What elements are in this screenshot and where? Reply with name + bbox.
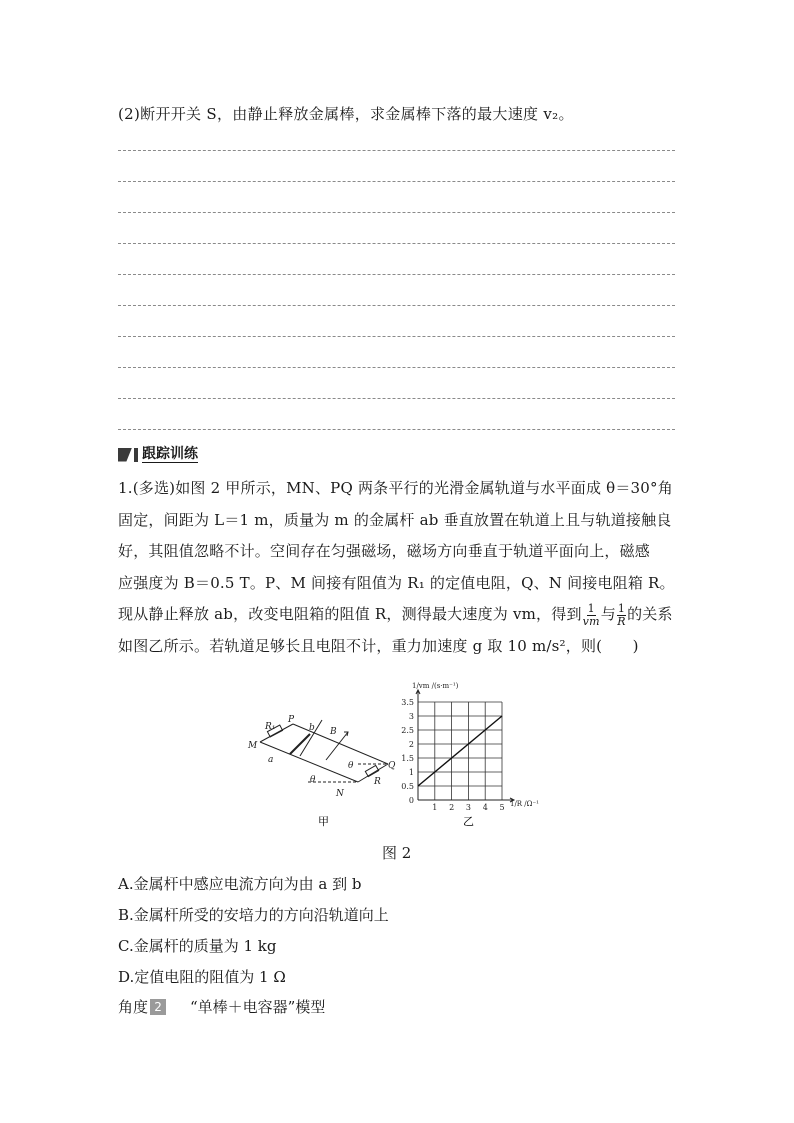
problem-line-2: 固定，间距为 L＝1 m，质量为 m 的金属杆 ab 垂直放置在轨道上且与轨道接触良	[118, 510, 672, 529]
y-tick-label: 3.5	[401, 698, 414, 707]
x-tick-label: 3	[465, 803, 471, 812]
option-a[interactable]: A.金属杆中感应电流方向为由 a 到 b	[118, 875, 362, 893]
answer-line[interactable]	[118, 398, 675, 399]
y-tick-label: 0.5	[401, 782, 414, 791]
label-a: a	[268, 755, 274, 765]
problem-line-5c: 的关系	[627, 605, 673, 623]
label-r: R	[374, 777, 381, 787]
problem-line-5	[118, 599, 678, 631]
frac1-den: vm	[582, 614, 600, 628]
option-c[interactable]: C.金属杆的质量为 1 kg	[118, 937, 277, 955]
answer-line[interactable]	[118, 305, 675, 306]
answer-line[interactable]	[118, 429, 675, 430]
rail-mn	[260, 742, 358, 782]
y-tick-label: 1.5	[401, 754, 414, 763]
figure-svg	[238, 672, 558, 832]
y-tick-label: 2	[408, 740, 414, 749]
problem-line-6: 如图乙所示。若轨道足够长且电阻不计，重力加速度 g 取 10 m/s²，则( )	[118, 636, 639, 655]
answer-line[interactable]	[118, 212, 675, 213]
label-p: P	[288, 715, 295, 725]
label-theta-left: θ	[310, 775, 316, 785]
problem-line-4: 应强度为 B＝0.5 T。P、M 间接有阻值为 R₁ 的定值电阻，Q、N 间接电阻箱 R。	[118, 573, 675, 592]
incline-diagram	[260, 720, 388, 782]
fraction-1-over-vm	[583, 603, 600, 628]
y-axis-label: 1/vm /(s·m⁻¹)	[412, 682, 459, 690]
x-axis-label: 1/R /Ω⁻¹	[510, 800, 539, 808]
label-theta-right: θ	[348, 761, 354, 771]
chart	[401, 682, 539, 812]
x-tick-label: 2	[449, 803, 455, 812]
answer-line[interactable]	[118, 367, 675, 368]
caption-left: 甲	[318, 815, 329, 828]
option-b[interactable]: B.金属杆所受的安培力的方向沿轨道向上	[118, 906, 389, 924]
series-line	[418, 716, 502, 786]
answer-lines	[118, 150, 675, 460]
angle-heading	[118, 996, 325, 1017]
problem-line-3: 好，其阻值忽略不计。空间存在匀强磁场，磁场方向垂直于轨道平面向上，磁感	[118, 542, 651, 560]
label-m: M	[248, 741, 258, 751]
x-tick-label: 5	[499, 803, 505, 812]
angle-prefix: 角度	[118, 998, 149, 1016]
angle-number: 2	[150, 999, 166, 1015]
y-tick-label: 2.5	[401, 726, 414, 735]
answer-line[interactable]	[118, 274, 675, 275]
problem-line-5b: 与	[600, 605, 616, 623]
incline-labels	[247, 715, 396, 799]
x-tick-label: 1	[432, 803, 438, 812]
figure-caption: 图 2	[382, 844, 412, 862]
section-title: 跟踪训练	[142, 446, 198, 462]
answer-line[interactable]	[118, 336, 675, 337]
question-2: (2)断开开关 S，由静止释放金属棒，求金属棒下落的最大速度 v₂。	[118, 105, 574, 123]
frac2-den: R	[617, 614, 626, 628]
problem-lines	[118, 445, 678, 662]
y-tick-label: 1	[408, 768, 414, 777]
problem-line-1: 1.(多选)如图 2 甲所示，MN、PQ 两条平行的光滑金属轨道与水平面成 θ＝30°角	[118, 479, 673, 497]
origin-label: 0	[408, 796, 414, 805]
fraction-1-over-R	[617, 603, 626, 628]
label-n: N	[336, 789, 344, 799]
caption-right: 乙	[463, 815, 474, 828]
answer-line[interactable]	[118, 150, 675, 151]
problem-line-5a: 现从静止释放 ab，改变电阻箱的阻值 R，测得最大速度为 vm，得到	[118, 605, 582, 623]
x-tick-label: 4	[482, 803, 488, 812]
answer-line[interactable]	[118, 243, 675, 244]
answer-line[interactable]	[118, 181, 675, 182]
label-r1: R₁	[265, 722, 276, 732]
label-b: b	[309, 723, 315, 733]
frac2-num: 1	[617, 601, 626, 615]
y-tick-label: 3	[408, 712, 414, 721]
angle-title: “单棒＋电容器”模型	[190, 998, 326, 1016]
frac1-num: 1	[587, 601, 595, 615]
label-q: Q	[388, 761, 396, 771]
option-d[interactable]: D.定值电阻的阻值为 1 Ω	[118, 968, 286, 986]
figure-2	[238, 672, 558, 836]
label-field-b: B	[330, 727, 337, 737]
